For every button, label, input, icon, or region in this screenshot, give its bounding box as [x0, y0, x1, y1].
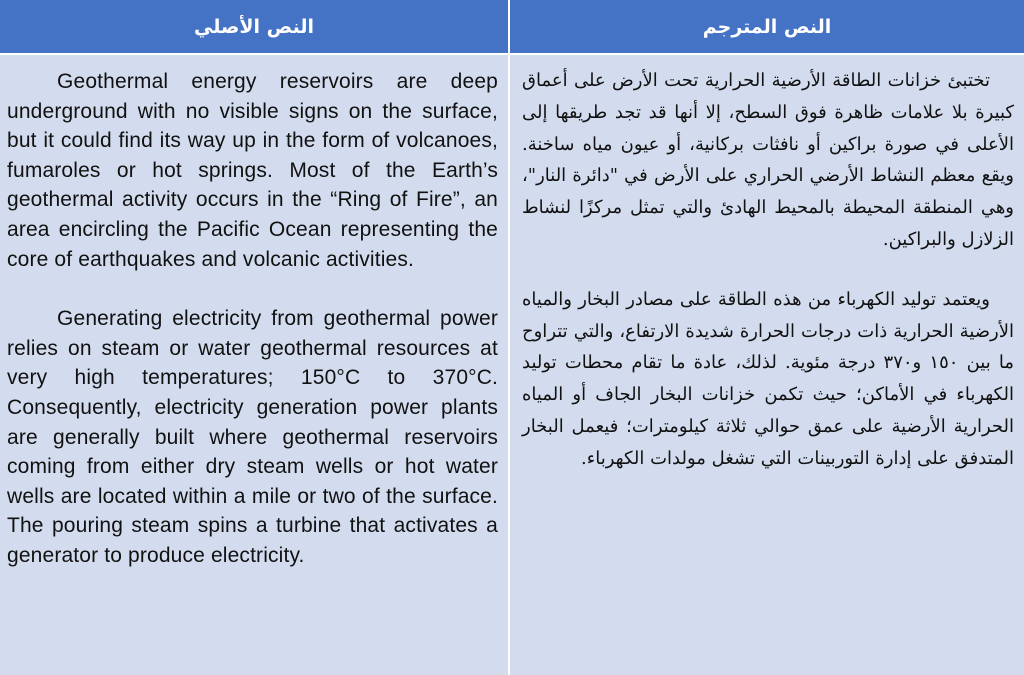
translated-text-cell — [510, 53, 1024, 675]
original-paragraph-1: Geothermal energy reservoirs are deep underground with no visible signs on the surface, but it could find its way up in the form of volcanoes, fumaroles or hot springs. Most of the Earth’s geothermal activity occurs in the “Ring of Fire”, an area encircling the Pacific Ocean representing the core of earthquakes and volcanic activities. — [7, 70, 498, 271]
original-paragraph-2: Generating electricity from geothermal power relies on steam or water geothermal resources at very high temperatures; 150°C to 370°C. Consequently, electricity generation power plants are generally built where geothermal reservoirs coming from either dry steam wells or hot water wells are located within a mile or two of the surface. The pouring steam spins a turbine that activates a generator to produce electricity. — [7, 307, 498, 567]
paragraph-spacer — [7, 274, 498, 304]
original-text-header: النص الأصلي — [0, 0, 510, 53]
paragraph-spacer — [522, 256, 1014, 284]
translated-text-header: النص المترجم — [510, 0, 1024, 53]
original-text-cell — [0, 53, 510, 675]
translated-paragraph-1: تختبئ خزانات الطاقة الأرضية الحرارية تحت الأرض على أعماق كبيرة بلا علامات ظاهرة فوق السطح، إلا أنها قد تجد طريقها إلى الأعلى في صورة براكين أو نافثات بركانية، أو عيون مياه ساخنة. ويقع معظم النشاط الأرضي الحراري على الأرض في "دائرة النار"، وهي المنطقة المحيطة بالمحيط الهادئ والتي تمثل مركزًا لنشاط الزلازل والبراكين. — [522, 70, 1014, 250]
translated-paragraph-2: ويعتمد توليد الكهرباء من هذه الطاقة على مصادر البخار والمياه الأرضية الحرارية ذات درجات الحرارة شديدة الارتفاع، والتي تتراوح ما بين ١٥٠ و٣٧٠ درجة مئوية. لذلك، عادة ما تقام محطات توليد الكهرباء في الأماكن؛ حيث تكمن خزانات البخار الجاف أو المياه الحرارية الأرضية على عمق حوالي ثلاثة كيلومترات؛ فيعمل البخار المتدفق على إدارة التوربينات التي تشغل مولدات الكهرباء. — [522, 288, 1014, 469]
